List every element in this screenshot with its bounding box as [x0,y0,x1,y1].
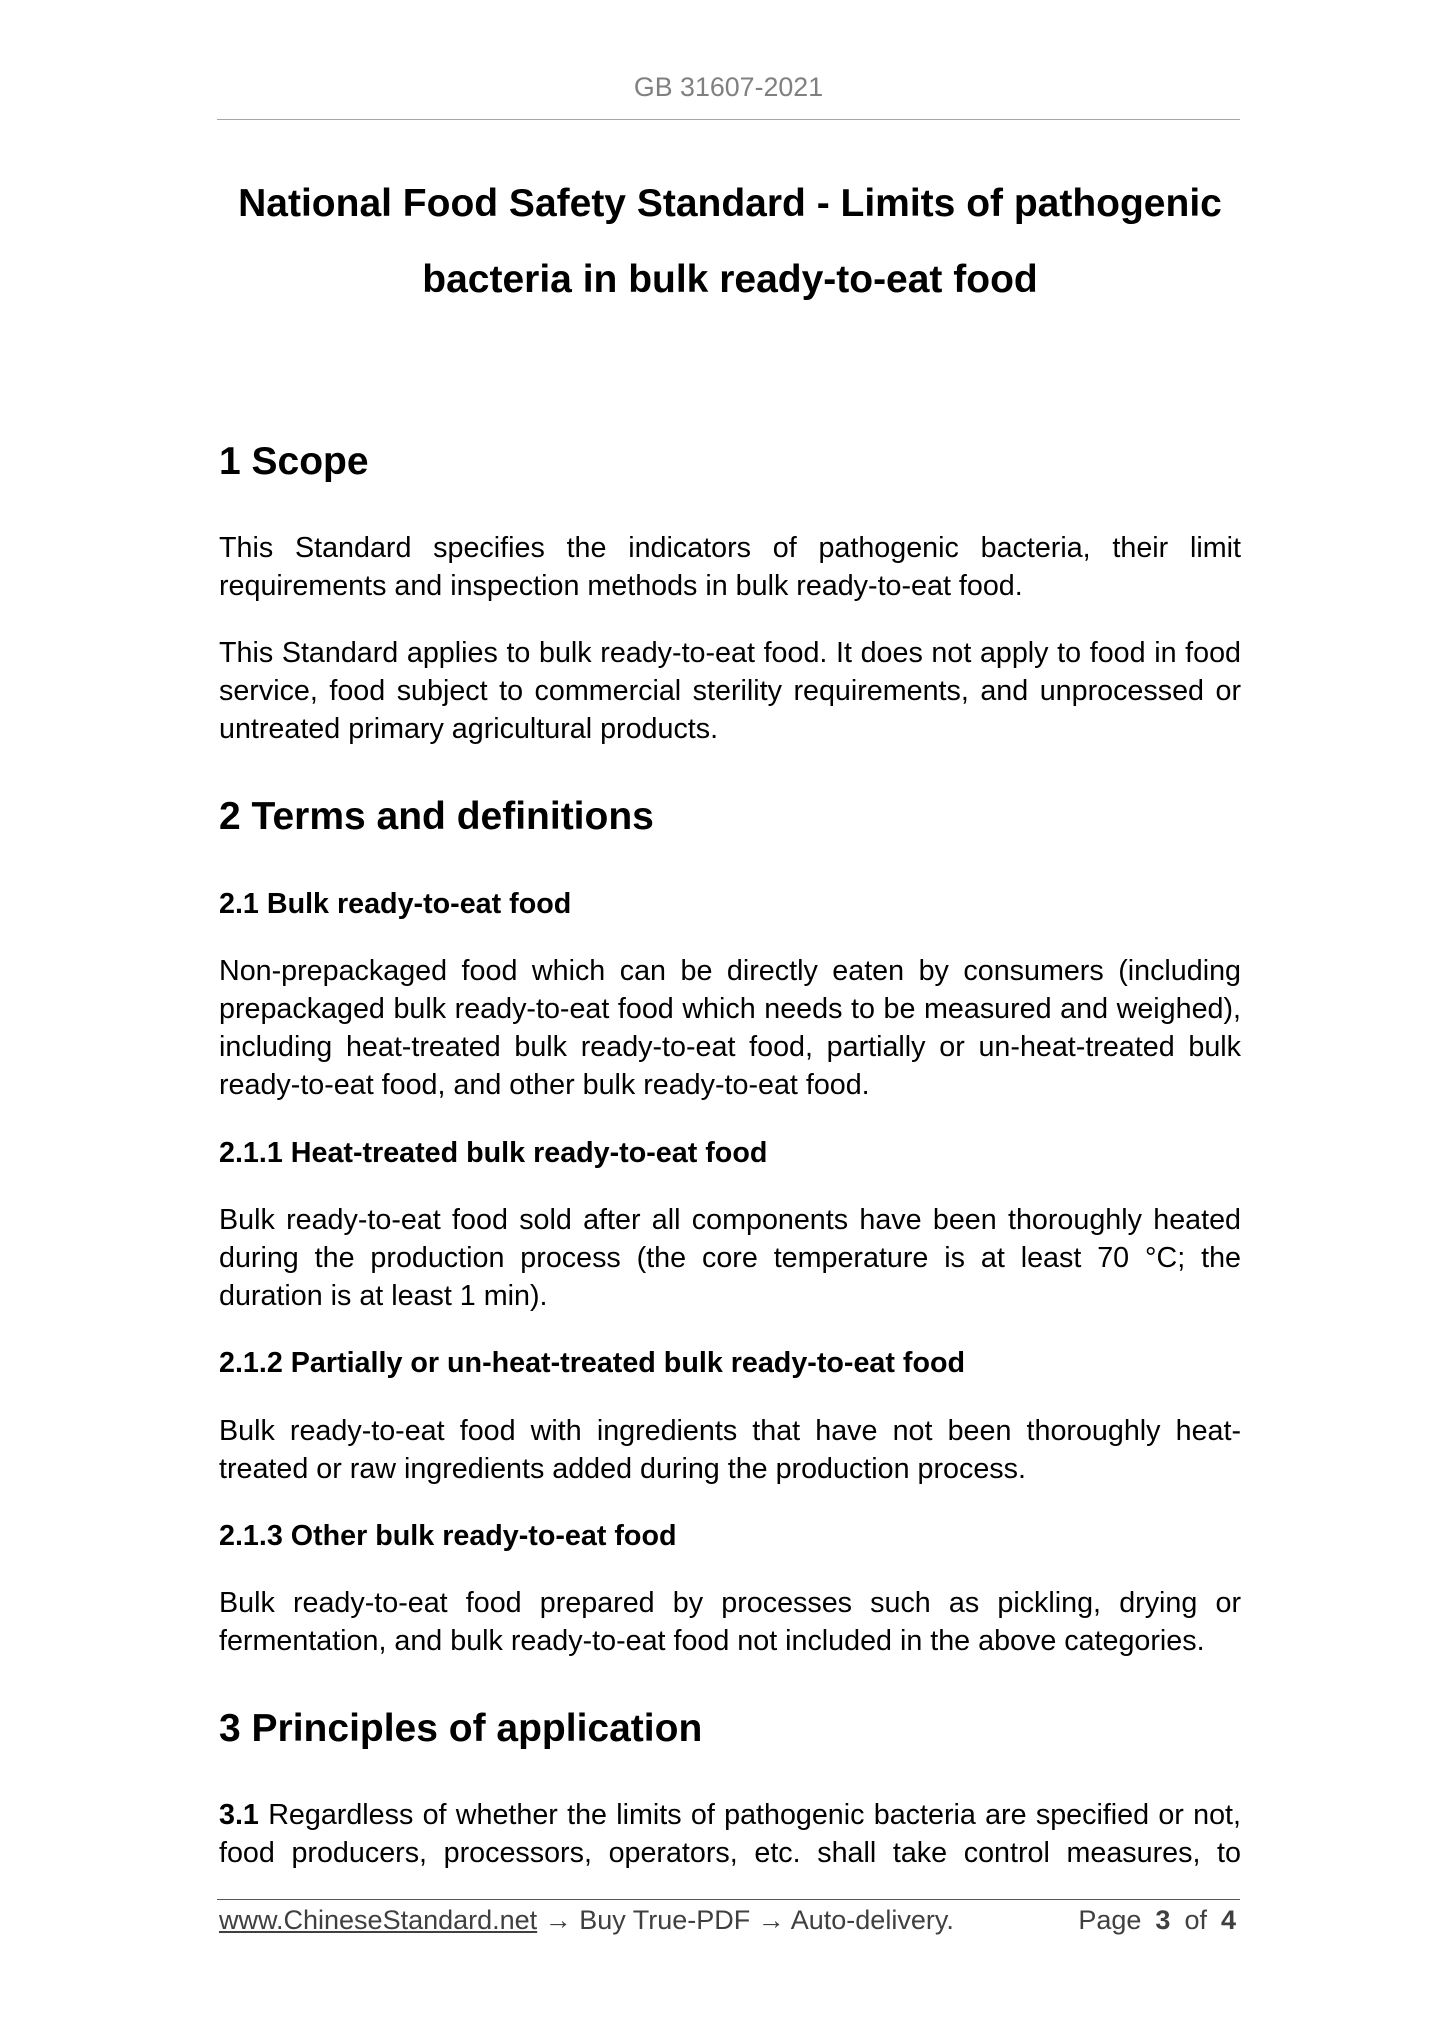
paragraph-line: untreated primary agricultural products. [219,713,719,746]
paragraph-line: Bulk ready-to-eat food sold after all components have been thoroughly heated [219,1203,1241,1236]
term-heading: 2.1.1 Heat-treated bulk ready-to-eat food [219,1136,768,1169]
section-heading: 3 Principles of application [219,1707,703,1751]
paragraph-line: Bulk ready-to-eat food with ingredients that have not been thoroughly heat- [219,1414,1241,1447]
document-title-line: National Food Safety Standard - Limits of pathogenic [238,182,1222,225]
section-terms-and-definitions [219,792,1241,1660]
paragraph-line [219,1796,1241,1834]
term-definition [219,885,1241,1105]
document-body [219,437,1241,1872]
term-heading: 2.1.2 Partially or un-heat-treated bulk ready-to-eat food [219,1347,966,1380]
term-definition [219,1134,1241,1316]
footer-promo-text: → Buy True-PDF → Auto-delivery. [544,1905,954,1935]
paragraph-line: prepackaged bulk ready-to-eat food which needs to be measured and weighed), [219,993,1241,1026]
section-heading: 2 Terms and definitions [219,795,654,839]
term-heading: 2.1 Bulk ready-to-eat food [219,887,572,920]
paragraph-line: ready-to-eat food, and other bulk ready-to-eat food. [219,1069,870,1102]
document-title [219,166,1241,318]
paragraph-line: fermentation, and bulk ready-to-eat food not included in the above categories. [219,1625,1205,1658]
term-definition [219,1517,1241,1660]
page-number [1078,1904,1236,1936]
page-label: Page [1078,1905,1142,1935]
paragraph-line: Bulk ready-to-eat food prepared by processes such as pickling, drying or [219,1587,1241,1620]
document-title-line: bacteria in bulk ready-to-eat food [422,258,1038,301]
page-current: 3 [1155,1905,1171,1935]
paragraph-line: including heat-treated bulk ready-to-eat food, partially or un-heat-treated bulk [219,1031,1241,1064]
footer-promo [219,1904,954,1936]
paragraph-line: duration is at least 1 min). [219,1280,548,1313]
paragraph-line: This Standard specifies the indicators of pathogenic bacteria, their limit [219,531,1241,564]
paragraph [219,1201,1241,1315]
paragraph [219,1412,1241,1488]
paragraph [219,634,1241,748]
paragraph-line: food producers, processors, operators, etc. shall take control measures, to [219,1836,1241,1869]
footer-rule [217,1899,1240,1900]
paragraph-line: This Standard applies to bulk ready-to-eat food. It does not apply to food in food [219,637,1241,670]
paragraph-line: during the production process (the core temperature is at least 70 °C; the [219,1241,1241,1274]
clause-text: Regardless of whether the limits of pathogenic bacteria are specified or not, [268,1798,1241,1831]
website-link[interactable]: www.ChineseStandard.net [219,1905,538,1935]
page-total: 4 [1220,1905,1236,1935]
term-heading: 2.1.3 Other bulk ready-to-eat food [219,1519,677,1552]
page-of-label: of [1184,1905,1207,1935]
section-principles-of-application [219,1704,1241,1872]
paragraph [219,952,1241,1104]
paragraph-line: treated or raw ingredients added during the production process. [219,1452,1026,1485]
paragraph-line: service, food subject to commercial sterility requirements, and unprocessed or [219,675,1241,708]
paragraph [219,529,1241,605]
paragraph-line: requirements and inspection methods in bulk ready-to-eat food. [219,569,1023,602]
paragraph-line: Non-prepackaged food which can be directly eaten by consumers (including [219,955,1241,987]
section-scope [219,437,1241,748]
paragraph [219,1584,1241,1660]
clause-number: 3.1 [219,1798,259,1831]
section-heading: 1 Scope [219,440,369,483]
page-footer [219,1904,1236,1936]
term-definition [219,1344,1241,1487]
clause-paragraph [219,1796,1241,1872]
page-header-standard-code: GB 31607-2021 [633,72,824,102]
header-rule [217,119,1240,120]
